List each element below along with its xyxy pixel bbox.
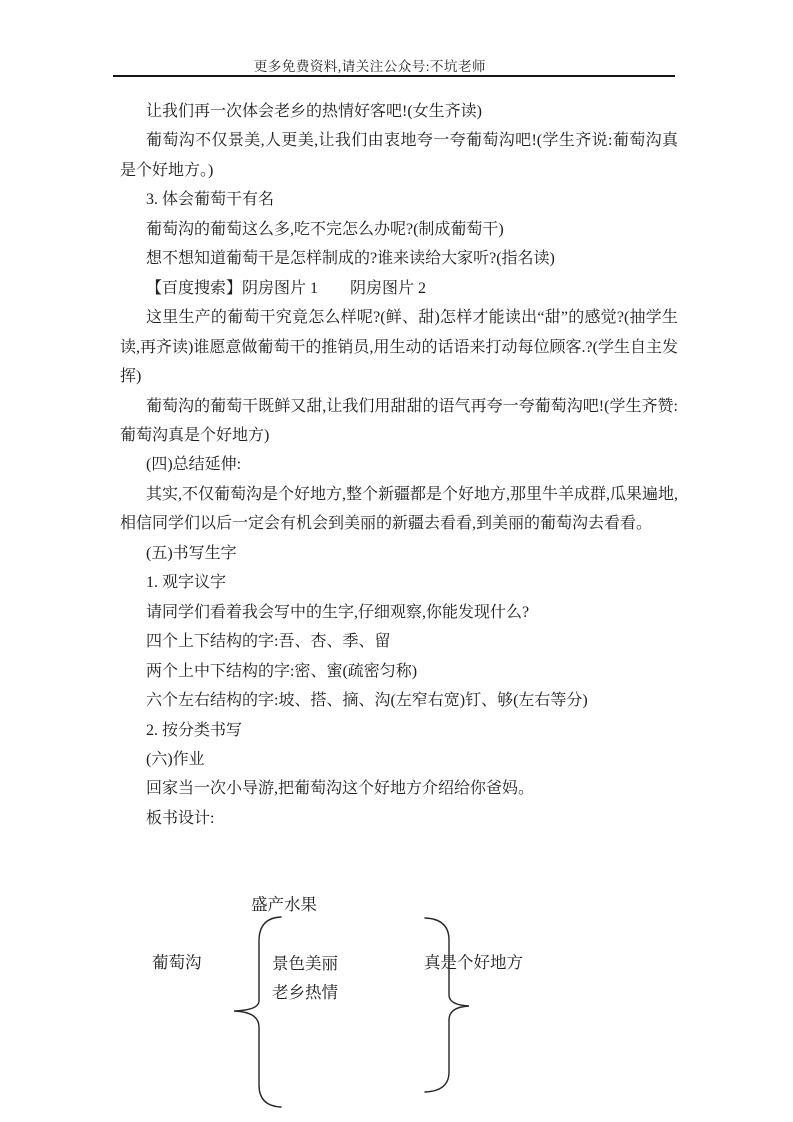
- paragraph: 两个上中下结构的字:密、蜜(疏密匀称): [146, 662, 418, 680]
- paragraph: 2. 按分类书写: [146, 721, 243, 739]
- paragraph: 葡萄沟的葡萄这么多,吃不完怎么办呢?(制成葡萄干): [146, 220, 504, 238]
- left-brace-icon: [231, 915, 283, 1109]
- paragraph: 四个上下结构的字:吾、杏、季、留: [146, 633, 391, 651]
- header-notice: 更多免费资料,请关注公众号:不坑老师: [253, 59, 487, 74]
- paragraph: 请同学们看着我会写中的生字,仔细观察,你能发现什么?: [146, 603, 530, 621]
- paragraph: 其实,不仅葡萄沟是个好地方,整个新疆都是个好地方,那里牛羊成群,瓜果遍地,相信同学们以后一定会有机会到美丽的新疆去看看,到美丽的葡萄沟去看看。: [120, 485, 679, 533]
- paragraph: 3. 体会葡萄干有名: [146, 191, 275, 209]
- document-body: [120, 97, 678, 833]
- paragraph: 葡萄沟不仅景美,人更美,让我们由衷地夸一夸葡萄沟吧!(学生齐说:葡萄沟真是个好地方。): [120, 132, 678, 179]
- paragraph: 1. 观字议字: [146, 574, 227, 592]
- paragraph: 这里生产的葡萄干究竟怎么样呢?(鲜、甜)怎样才能读出“甜”的感觉?(抽学生读,再齐读)谁愿意做葡萄干的推销员,用生动的话语来打动每位顾客.?(学生自主发挥): [120, 309, 678, 386]
- right-brace-icon: [423, 916, 471, 1094]
- paragraph: 回家当一次小导游,把葡萄沟这个好地方介绍给你爸妈。: [146, 780, 535, 798]
- paragraph: 让我们再一次体会老乡的热情好客吧!(女生齐读): [146, 103, 482, 120]
- paragraph: 想不想知道葡萄干是怎样制成的?谁来读给大家听?(指名读): [146, 250, 555, 268]
- paragraph: (六)作业: [146, 750, 205, 768]
- paragraph: 板书设计:: [146, 809, 215, 827]
- board-feature: 老乡热情: [272, 983, 338, 1002]
- paragraph: (四)总结延伸:: [146, 456, 242, 474]
- paragraph: (五)书写生字: [146, 544, 237, 562]
- paragraph: 六个左右结构的字:坡、搭、摘、沟(左窄右宽)钉、够(左右等分): [146, 692, 588, 710]
- board-feature: 盛产水果: [251, 895, 317, 914]
- board-conclusion: 真是个好地方: [424, 953, 523, 972]
- board-feature: 景色美丽: [272, 954, 338, 973]
- header-divider: [113, 75, 675, 77]
- paragraph: 【百度搜索】阴房图片 1 阴房图片 2: [146, 279, 427, 297]
- paragraph: 葡萄沟的葡萄干既鲜又甜,让我们用甜甜的语气再夸一夸葡萄沟吧!(学生齐赞:葡萄沟真是个好地方): [120, 397, 678, 444]
- board-subject: 葡萄沟: [152, 953, 202, 972]
